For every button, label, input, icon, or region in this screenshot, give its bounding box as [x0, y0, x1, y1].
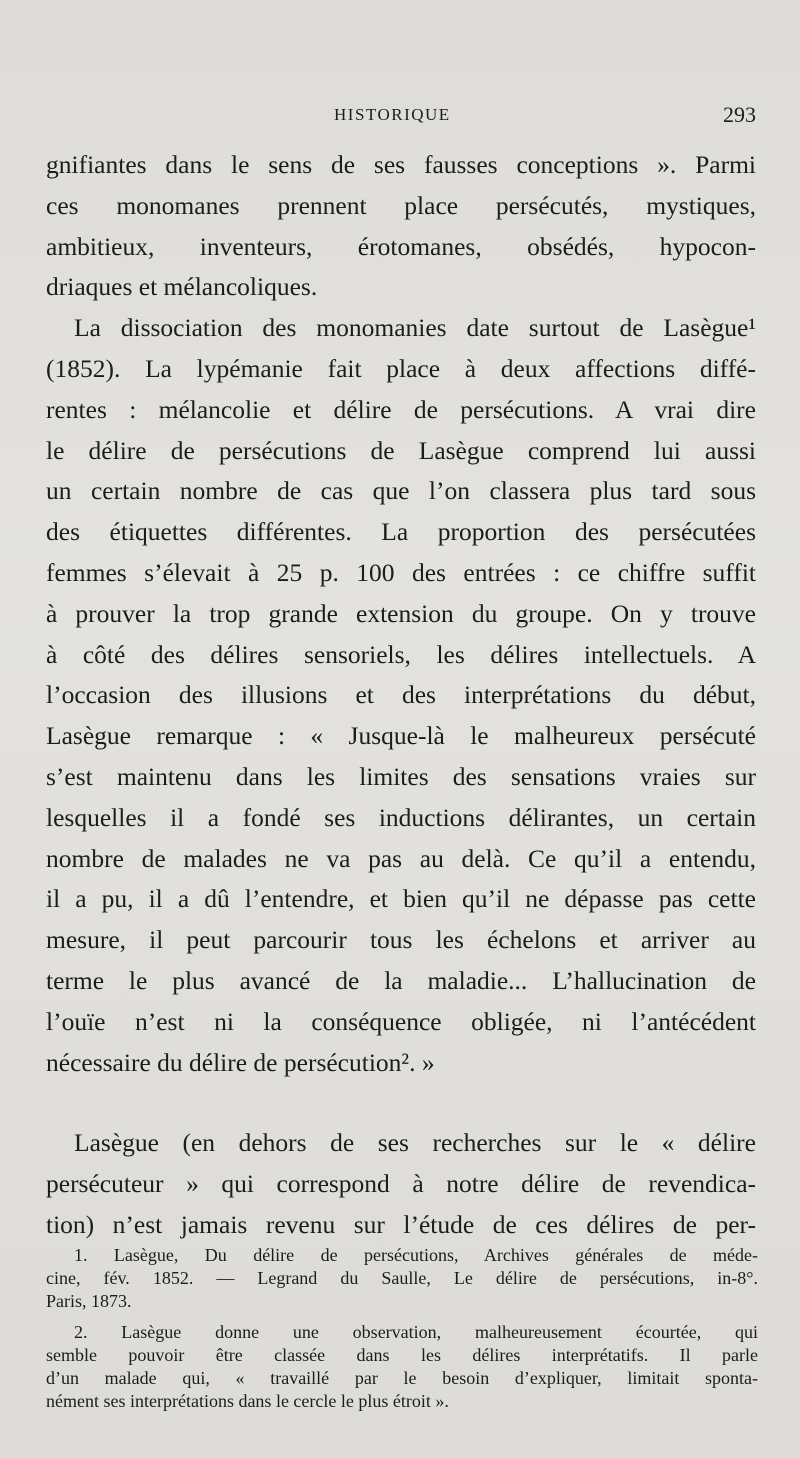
footnotes: [46, 1244, 758, 1421]
running-head: [46, 102, 760, 132]
text-line: des étiquettes différentes. La proportion des persécutées: [46, 517, 756, 547]
text-line: ambitieux, inventeurs, érotomanes, obsédés, hypocon-: [46, 231, 756, 261]
text-line: le délire de persécutions de Lasègue comprend lui aussi: [46, 435, 756, 465]
text-line: rentes : mélancolie et délire de persécutions. A vrai dire: [46, 394, 756, 424]
text-line: lesquelles il a fondé ses inductions délirantes, un certain: [46, 802, 756, 832]
text-line: l’ouïe n’est ni la conséquence obligée, ni l’antécédent: [46, 1006, 756, 1036]
text-line: nombre de malades ne va pas au delà. Ce qu’il a entendu,: [46, 843, 756, 873]
text-line: il a pu, il a dû l’entendre, et bien qu’il ne dépasse pas cette: [46, 884, 756, 914]
text-line: à côté des délires sensoriels, les délires intellectuels. A: [46, 639, 756, 669]
text-line: driaques et mélancoliques.: [46, 272, 318, 302]
body-text: [46, 145, 756, 1246]
footnote-line: 2. Lasègue donne une observation, malheureusement écourtée, qui: [74, 1322, 758, 1342]
footnote-1: [46, 1244, 758, 1313]
text-line: l’occasion des illusions et des interprétations du début,: [46, 680, 756, 710]
footnote-line: Paris, 1873.: [46, 1291, 132, 1311]
text-line: terme le plus avancé de la maladie... L’hallucination de: [46, 965, 756, 995]
footnote-line: nément ses interprétations dans le cercle le plus étroit ».: [46, 1391, 449, 1411]
footnote-line: 1. Lasègue, Du délire de persécutions, Archives générales de méde-: [74, 1245, 758, 1265]
running-head-title: HISTORIQUE: [334, 105, 451, 124]
footnote-line: cine, fév. 1852. — Legrand du Saulle, Le délire de persécutions, in-8°.: [46, 1268, 758, 1288]
text-line: Lasègue (en dehors de ses recherches sur le « délire: [74, 1128, 756, 1158]
text-line: persécuteur » qui correspond à notre délire de revendica-: [46, 1169, 756, 1199]
footnote-2: [46, 1321, 758, 1413]
text-line: Lasègue remarque : « Jusque-là le malheureux persécuté: [46, 721, 756, 751]
text-line: tion) n’est jamais revenu sur l’étude de ces délires de per-: [46, 1209, 756, 1239]
text-line: ces monomanes prennent place persécutés, mystiques,: [46, 190, 756, 220]
footnote-line: semble pouvoir être classée dans les délires interprétatifs. Il parle: [46, 1345, 758, 1365]
footnote-line: d’un malade qui, « travaillé par le besoin d’expliquer, limitait sponta-: [46, 1368, 758, 1388]
text-line: un certain nombre de cas que l’on classera plus tard sous: [46, 476, 756, 506]
text-line: gnifiantes dans le sens de ses fausses conceptions ». Parmi: [46, 150, 756, 179]
page-number: 293: [723, 102, 756, 127]
text-line: nécessaire du délire de persécution². »: [46, 1047, 435, 1077]
text-line: femmes s’élevait à 25 p. 100 des entrées : ce chiffre suffit: [46, 557, 756, 587]
text-line: mesure, il peut parcourir tous les échelons et arriver au: [46, 925, 756, 955]
text-line: à prouver la trop grande extension du groupe. On y trouve: [46, 598, 756, 628]
text-line: s’est maintenu dans les limites des sensations vraies sur: [46, 761, 756, 791]
text-line: La dissociation des monomanies date surtout de Lasègue¹: [74, 313, 756, 343]
text-line: (1852). La lypémanie fait place à deux affections diffé-: [46, 353, 756, 383]
